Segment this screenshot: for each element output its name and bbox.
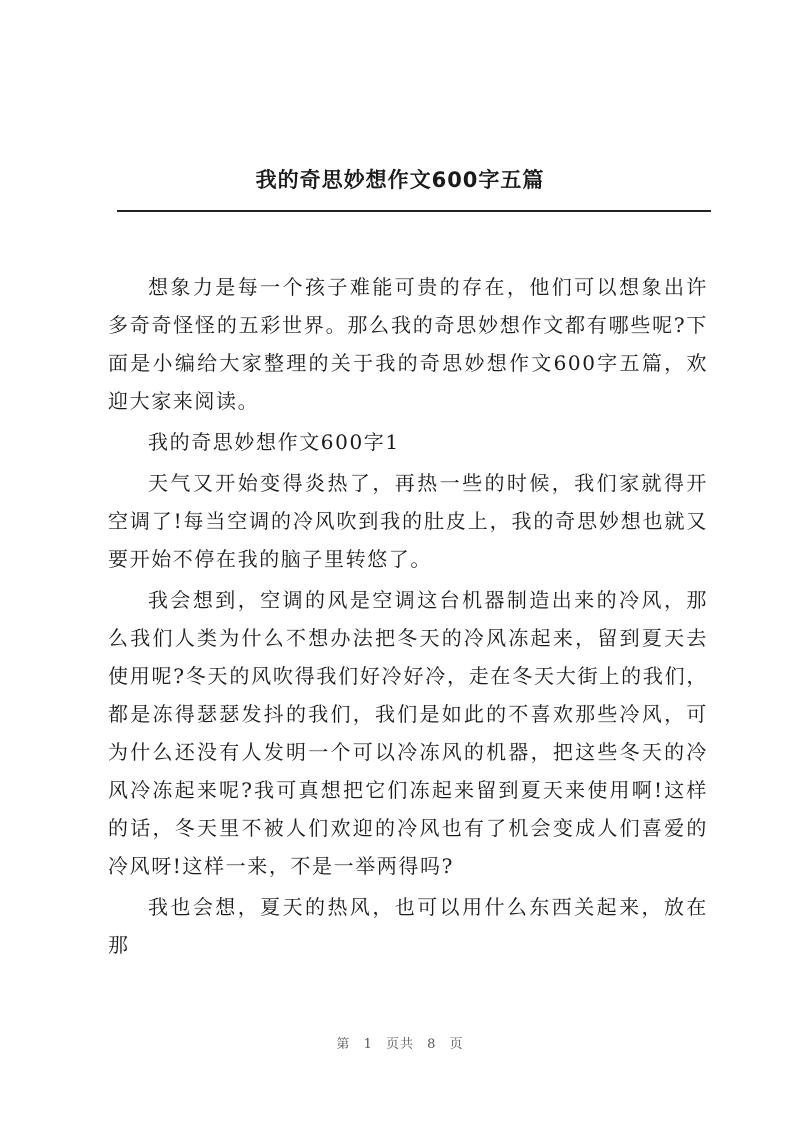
- body-paragraph: 我会想到，空调的风是空调这台机器制造出来的冷风，那么我们人类为什么不想办法把冬天的冷风冻起来，留到夏天去使用呢?冬天的风吹得我们好冷好冷，走在冬天大街上的我们，都是冻得瑟瑟发抖的我们，我们是如此的不喜欢那些冷风，可为什么还没有人发明一个可以冷冻风的机器，把这些冬天的冷风冷冻起来呢?我可真想把它们冻起来留到夏天来使用啊!这样的话，冬天里不被人们欢迎的冷风也有了机会变成人们喜爱的冷风呀!这样一来，不是一举两得吗?: [108, 588, 708, 878]
- document-body: [108, 268, 708, 967]
- section-heading: 我的奇思妙想作文600字1: [148, 430, 400, 454]
- body-paragraph: 天气又开始变得炎热了，再热一些的时候，我们家就得开空调了!每当空调的冷风吹到我的肚皮上，我的奇思妙想也就又要开始不停在我的脑子里转悠了。: [108, 471, 708, 571]
- footer-of-label: 页共: [385, 1037, 414, 1052]
- footer-current-page: 1: [363, 1037, 373, 1052]
- footer-end-label: 页: [449, 1037, 464, 1052]
- intro-paragraph: 想象力是每一个孩子难能可贵的存在，他们可以想象出许多奇奇怪怪的五彩世界。那么我的奇思妙想作文都有哪些呢?下面是小编给大家整理的关于我的奇思妙想作文600字五篇，欢迎大家来阅读。: [108, 275, 708, 413]
- page-footer: [0, 1033, 800, 1052]
- title-divider: [117, 210, 711, 212]
- footer-page-label: 第: [336, 1037, 351, 1052]
- page-title: 我的奇思妙想作文600字五篇: [255, 168, 545, 192]
- body-paragraph: 我也会想，夏天的热风，也可以用什么东西关起来，放在那: [108, 895, 708, 957]
- footer-total-pages: 8: [427, 1037, 437, 1052]
